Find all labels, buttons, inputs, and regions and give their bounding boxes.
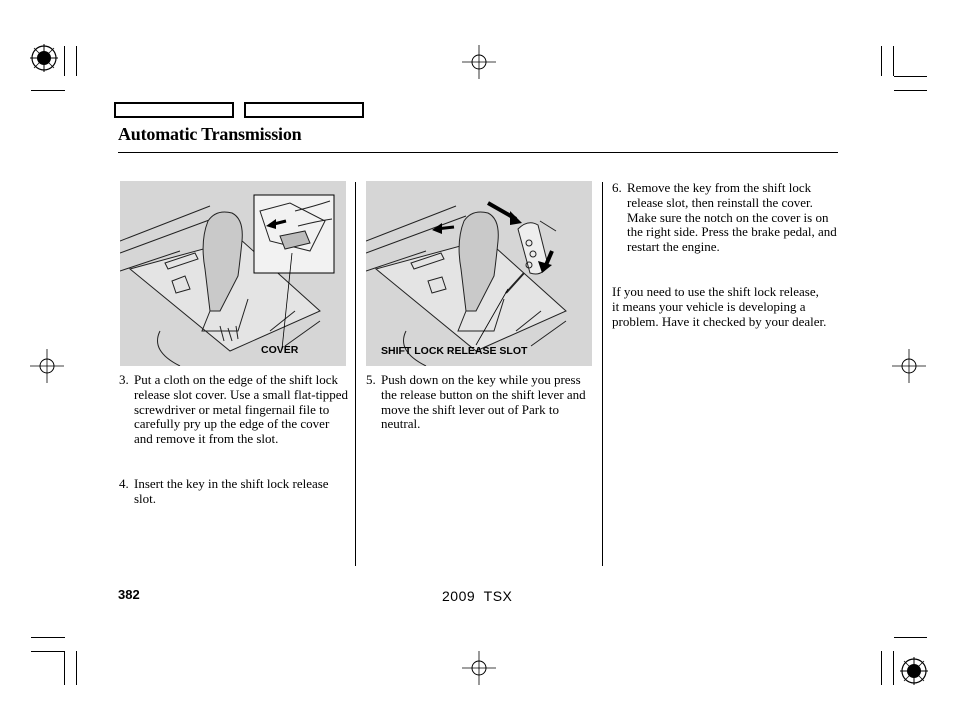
figure-shift-lock-slot [366,181,592,366]
footer-model: 2009 TSX [442,588,513,604]
column-divider [355,182,356,566]
registration-target-icon [900,657,930,687]
step-item: 6. Remove the key from the shift lock release slot, then reinstall the cover. Make sure the notch on the cover is on the right side. Press the brake pedal, and restart the engine. [612,180,837,255]
header-tab-1 [114,102,234,118]
crosshair-icon [462,651,496,685]
note-paragraph: If you need to use the shift lock release, it means your vehicle is developing a problem. Have it checked by your dealer. [612,284,827,329]
crosshair-icon [462,45,496,79]
crosshair-icon [892,349,926,383]
figure-caption: COVER [261,344,299,356]
step-item: 5. Push down on the key while you press the release button on the shift lever and move the shift lever out of Park to neutral. [366,372,586,432]
step-item: 3. Put a cloth on the edge of the shift lock release slot cover. Use a small flat-tipped screwdriver or metal fingernail file to carefully pry up the edge of the cover and remove it from the slot. [119,372,349,447]
page-title: Automatic Transmission [118,124,302,144]
shift-lever-with-key-illustration [366,181,592,366]
page-number: 382 [118,587,140,602]
column-divider [602,182,603,566]
registration-target-icon [30,44,60,74]
step-item: 4. Insert the key in the shift lock release slot. [119,476,329,506]
crosshair-icon [30,349,64,383]
figure-caption: SHIFT LOCK RELEASE SLOT [381,345,528,357]
figure-cover [120,181,346,366]
header-tab-2 [244,102,364,118]
title-rule [118,152,838,153]
shift-lever-illustration [120,181,346,366]
